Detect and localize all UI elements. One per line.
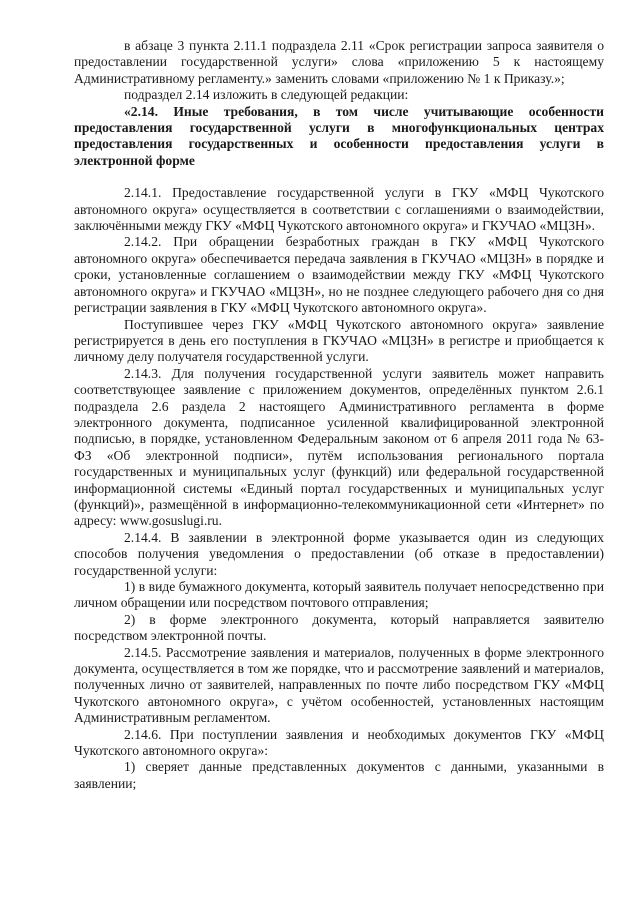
paragraph-2-14-3: 2.14.3. Для получения государственной услуги заявитель может направить соответствующее заявление с приложением документов, определённых пунктом 2.6.1 подраздела 2.6 раздела 2 настоящего Административного регламента в форме электронного документа, подписанное усиленной квалифицированной электронной подписью, в порядке, установленном Федеральным законом от 6 апреля 2011 года № 63-ФЗ «Об электронной подписи», путём использования регионального портала государственных и муниципальных услуг (функций) или федеральной государственной информационной системы «Единый портал государственных и муниципальных услуг (функций)», размещённой в информационно-телекоммуникационной сети «Интернет» по адресу: www.gosuslugi.ru. bbox=[74, 365, 604, 529]
list-item-electronic: 2) в форме электронного документа, который направляется заявителю посредством электронной почты. bbox=[74, 611, 604, 644]
list-item-paper: 1) в виде бумажного документа, который заявитель получает непосредственно при личном обращении или посредством почтового отправления; bbox=[74, 579, 604, 611]
paragraph-2-14-6: 2.14.6. При поступлении заявления и необходимых документов ГКУ «МФЦ Чукотского автономного округа»: bbox=[74, 726, 604, 759]
paragraph-2-14-4: 2.14.4. В заявлении в электронной форме указывается один из следующих способов получения уведомления о предоставлении (об отказе в предоставлении) государственной услуги: bbox=[74, 529, 604, 578]
paragraph-registration: Поступившее через ГКУ «МФЦ Чукотского автономного округа» заявление регистрируется в день его поступления в ГКУЧАО «МЦЗН» в регистре и приобщается к личному делу получателя государственной услуги. bbox=[74, 316, 604, 365]
list-item-verify: 1) сверяет данные представленных документов с данными, указанными в заявлении; bbox=[74, 759, 604, 791]
paragraph-amendment-2-11: в абзаце 3 пункта 2.11.1 подраздела 2.11 «Срок регистрации запроса заявителя о предоставлении государственной услуги» слова «приложению 5 к настоящему Административному регламенту.» заменить словами «приложению № 1 к Приказу.»; bbox=[74, 38, 604, 86]
paragraph-2-14-5: 2.14.5. Рассмотрение заявления и материалов, полученных в форме электронного документа, осуществляется в том же порядке, что и рассмотрение заявлений и материалов, полученных лично от заявителей, направленных по почте либо посредством ГКУ «МФЦ Чукотского автономного округа», с учётом особенностей, установленных настоящим Административным регламентом. bbox=[74, 644, 604, 726]
section-heading-2-14: «2.14. Иные требования, в том числе учитывающие особенности предоставления государственной услуги в многофункциональных центрах предоставления государственных и особенности предоставления услуги в электронной форме bbox=[74, 103, 604, 168]
paragraph-amendment-2-14: подраздел 2.14 изложить в следующей редакции: bbox=[124, 87, 409, 103]
paragraph-2-14-2: 2.14.2. При обращении безработных граждан в ГКУ «МФЦ Чукотского автономного округа» обеспечивается передача заявления в ГКУЧАО «МЦЗН» в порядке и сроки, установленные соглашением о взаимодействии между ГКУ «МФЦ Чукотского автономного округа» и ГКУЧАО «МЦЗН», но не позднее следующего рабочего дня со дня регистрации заявления в ГКУ «МФЦ Чукотского автономного округа». bbox=[74, 234, 604, 316]
paragraph-2-14-1: 2.14.1. Предоставление государственной услуги в ГКУ «МФЦ Чукотского автономного округа» осуществляется в соответствии с соглашениями о взаимодействии, заключёнными между ГКУ «МФЦ Чукотского автономного округа» и ГКУЧАО «МЦЗН». bbox=[74, 185, 604, 234]
